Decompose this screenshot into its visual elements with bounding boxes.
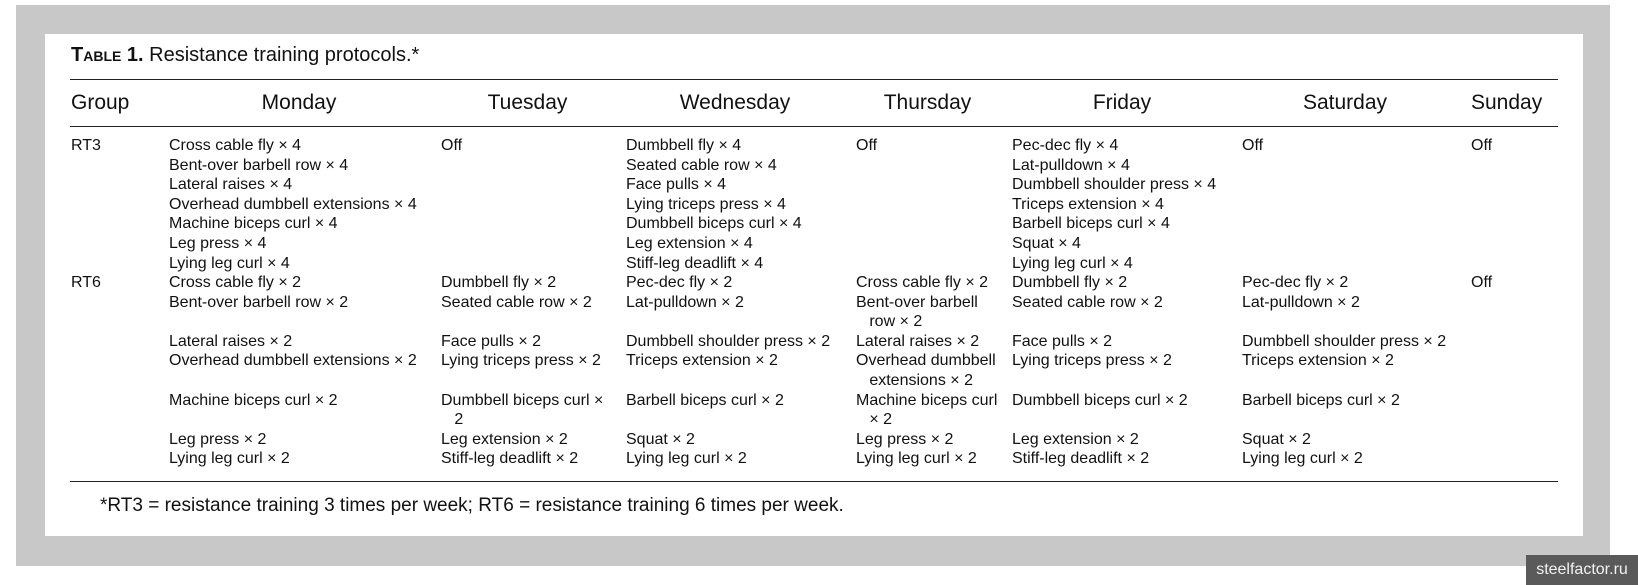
row-rt6-monday: Cross cable fly × 2 Bent-over barbell row × 2 Lateral raises × 2 Overhead dumbbell extensions × 2 Machine biceps curl × 2 Leg press × 2 Lying leg curl × 2 — [169, 274, 417, 468]
header-rule — [70, 126, 1558, 127]
row-rt3-thursday: Off — [856, 137, 878, 154]
header-sunday: Sunday — [1471, 91, 1543, 114]
row-rt3-group: RT3 — [71, 137, 101, 154]
row-rt3-sunday: Off — [1471, 137, 1493, 154]
header-group: Group — [71, 91, 130, 114]
header-wednesday: Wednesday — [679, 91, 791, 114]
row-rt3-monday: Cross cable fly × 4 Bent-over barbell row × 4 Lateral raises × 4 Overhead dumbbell extensions × 4 Machine biceps curl × 4 Leg press × 4 Lying leg curl × 4 — [169, 137, 417, 272]
row-rt6-group: RT6 — [71, 274, 101, 291]
table-label: Table 1. — [71, 44, 144, 66]
bottom-rule — [70, 481, 1558, 482]
row-rt6-saturday: Pec-dec fly × 2 Lat-pulldown × 2 Dumbbell shoulder press × 2 Triceps extension × 2 Barbell biceps curl × 2 Squat × 2 Lying leg curl × 2 — [1242, 274, 1447, 468]
table-caption — [71, 44, 419, 67]
header-friday: Friday — [1092, 91, 1152, 114]
header-monday: Monday — [261, 91, 337, 114]
watermark-label: steelfactor.ru — [1526, 555, 1638, 585]
row-rt3-friday: Pec-dec fly × 4 Lat-pulldown × 4 Dumbbell shoulder press × 4 Triceps extension × 4 Barbell biceps curl × 4 Squat × 4 Lying leg curl × 4 — [1012, 137, 1217, 272]
row-rt6-thursday: Cross cable fly × 2 Bent-over barbell row × 2 Lateral raises × 2 Overhead dumbbell extensions × 2 Machine biceps curl × 2 Leg press × 2 Lying leg curl × 2 — [856, 274, 998, 468]
row-rt6-tuesday: Dumbbell fly × 2 Seated cable row × 2 Face pulls × 2 Lying triceps press × 2 Dumbbell biceps curl × 2 Leg extension × 2 Stiff-leg deadlift × 2 — [441, 274, 604, 468]
row-rt3-saturday: Off — [1242, 137, 1264, 154]
row-rt3-wednesday: Dumbbell fly × 4 Seated cable row × 4 Face pulls × 4 Lying triceps press × 4 Dumbbell biceps curl × 4 Leg extension × 4 Stiff-leg deadlift × 4 — [626, 137, 802, 272]
row-rt6-wednesday: Pec-dec fly × 2 Lat-pulldown × 2 Dumbbell shoulder press × 2 Triceps extension × 2 Barbell biceps curl × 2 Squat × 2 Lying leg curl × 2 — [626, 274, 831, 468]
header-tuesday: Tuesday — [487, 91, 568, 114]
header-thursday: Thursday — [883, 91, 972, 114]
top-rule — [70, 79, 1558, 80]
row-rt6-friday: Dumbbell fly × 2 Seated cable row × 2 Face pulls × 2 Lying triceps press × 2 Dumbbell biceps curl × 2 Leg extension × 2 Stiff-leg deadlift × 2 — [1012, 274, 1188, 468]
table-title: Resistance training protocols.* — [149, 44, 420, 66]
row-rt6-sunday: Off — [1471, 274, 1493, 291]
table-footnote: *RT3 = resistance training 3 times per week; RT6 = resistance training 6 times per week. — [100, 495, 844, 516]
header-saturday: Saturday — [1302, 91, 1388, 114]
row-rt3-tuesday: Off — [441, 137, 463, 154]
